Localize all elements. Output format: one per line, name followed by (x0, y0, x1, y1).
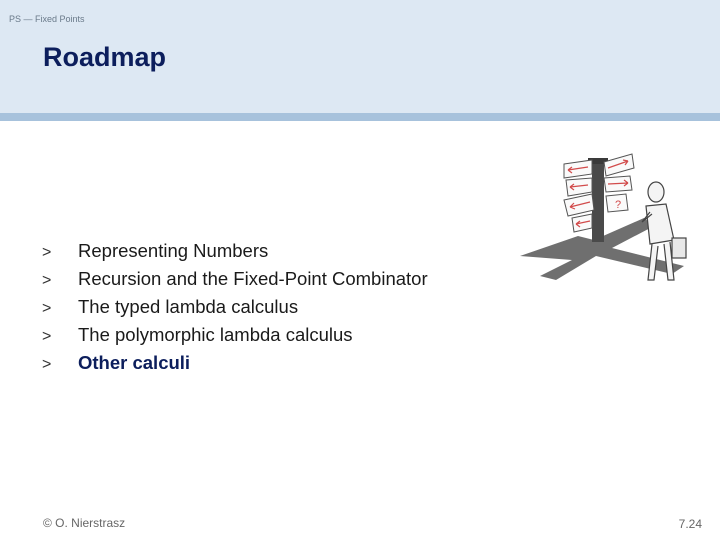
bullet-marker: > (42, 272, 52, 289)
bullet-item (42, 324, 428, 352)
bullet-marker: > (42, 244, 52, 261)
bullet-marker: > (42, 356, 52, 373)
header-divider (0, 113, 720, 121)
bullet-text: The typed lambda calculus (78, 296, 299, 317)
bullet-item (42, 268, 428, 296)
signpost-pole (592, 160, 604, 242)
sign-board (604, 154, 634, 176)
bullet-text: The polymorphic lambda calculus (78, 324, 353, 345)
page-number: 7.24 (678, 517, 702, 531)
course-tag: PS — Fixed Points (9, 14, 85, 24)
copyright-footer: © O. Nierstrasz (43, 516, 126, 530)
bullet-marker: > (42, 300, 52, 317)
bullet-text: Other calculi (78, 352, 191, 373)
bullet-list (42, 240, 428, 380)
bullet-item (42, 240, 428, 268)
bullet-text: Representing Numbers (78, 240, 269, 261)
bullet-item (42, 296, 428, 324)
sign-board (566, 178, 592, 196)
signpost-crossroads-illustration (512, 148, 692, 298)
bullet-marker: > (42, 328, 52, 345)
question-mark: ? (615, 199, 622, 211)
slide-title: Roadmap (43, 42, 167, 72)
bullet-text: Recursion and the Fixed-Point Combinator (78, 268, 428, 289)
bullet-item-current (42, 352, 428, 380)
